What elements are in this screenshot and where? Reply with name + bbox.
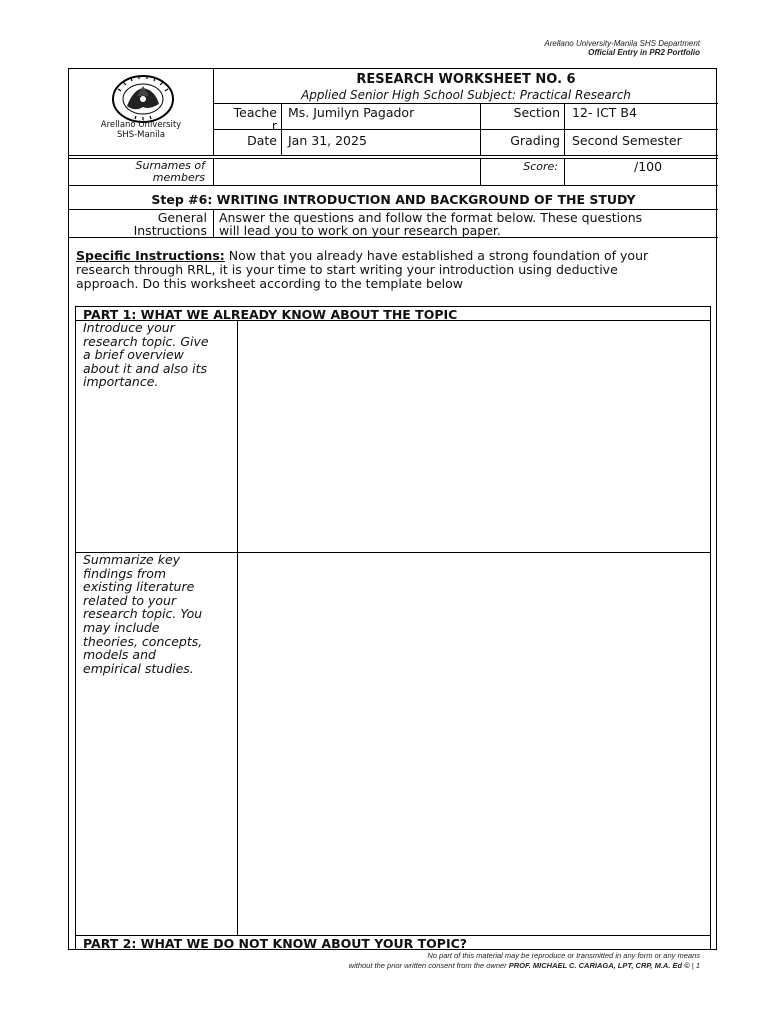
step-title: Step #6: WRITING INTRODUCTION AND BACKGROUND OF THE STUDY [151, 192, 636, 207]
surnames-field[interactable] [219, 161, 475, 181]
divider [213, 103, 718, 104]
score-value: /100 [634, 159, 663, 174]
date-value: Jan 31, 2025 [288, 133, 367, 148]
part1-answer-introduce[interactable] [242, 325, 704, 547]
copyright-prefix: without the prior written consent from the owner [348, 961, 509, 970]
owner-name: PROF. MICHAEL C. CARIAGA, LPT, CRP, M.A. Ed © [508, 961, 690, 970]
part1-prompt-introduce [83, 321, 233, 389]
part1-title: PART 1: WHAT WE ALREADY KNOW ABOUT THE TOPIC [83, 307, 458, 322]
grading-value: Second Semester [572, 133, 682, 148]
divider [213, 158, 214, 185]
prompt-line: existing literature [83, 579, 195, 595]
university-name: Arellano University [100, 120, 182, 130]
university-seal-logo [109, 74, 177, 124]
specific-instructions [76, 249, 716, 291]
specific-instructions-label: Specific Instructions: [76, 248, 225, 263]
page-number: | 1 [689, 961, 700, 970]
teacher-label-line2: r [271, 118, 277, 133]
specific-line1 [76, 249, 716, 263]
general-instructions-text [219, 211, 715, 237]
divider [237, 320, 238, 935]
prompt-line: theories, concepts, [83, 633, 203, 649]
score-label: Score: [523, 160, 558, 173]
grading-label: Grading [510, 133, 560, 148]
surnames-label-line1: Surnames of [135, 159, 205, 172]
worksheet-subtitle: Applied Senior High School Subject: Practical Research [301, 88, 631, 102]
general-label-line2: Instructions [133, 223, 207, 238]
general-text-line2: will lead you to work on your research paper. [219, 223, 501, 238]
divider [69, 185, 718, 186]
divider [69, 155, 718, 156]
part1-answer-summarize[interactable] [242, 557, 704, 931]
prompt-line: about it and also its [83, 360, 208, 376]
divider [480, 158, 481, 185]
parts-table [75, 306, 711, 950]
specific-line2: research through RRL, it is your time to start writing your introduction using deductive [76, 262, 618, 277]
part2-title: PART 2: WHAT WE DO NOT KNOW ABOUT YOUR TOPIC? [83, 936, 468, 951]
header-department: Arellano University-Manila SHS Department [544, 39, 700, 48]
prompt-line: importance. [83, 374, 159, 390]
copyright-owner-line [349, 961, 700, 970]
divider [564, 158, 565, 185]
teacher-label-line1: Teache [233, 105, 277, 120]
header-portfolio-entry: Official Entry in PR2 Portfolio [588, 48, 700, 57]
divider [213, 209, 214, 237]
university-caption [69, 120, 213, 140]
general-instructions-label [73, 211, 207, 237]
prompt-line: findings from [83, 565, 167, 581]
surnames-label [71, 160, 205, 184]
section-value: 12- ICT B4 [572, 105, 637, 120]
campus-name: SHS-Manila [116, 130, 166, 140]
prompt-line: Summarize key [83, 552, 181, 567]
prompt-line: related to your [83, 592, 177, 608]
prompt-line: a brief overview [83, 347, 184, 363]
specific-text-1: Now that you already have established a strong foundation of your [224, 248, 649, 263]
worksheet-frame [68, 68, 717, 950]
divider [480, 103, 481, 155]
divider [564, 103, 565, 155]
specific-line3: approach. Do this worksheet according to the template below [76, 276, 463, 291]
prompt-line: empirical studies. [83, 660, 194, 676]
date-label: Date [247, 133, 277, 148]
surnames-label-line2: members [152, 171, 205, 184]
section-label: Section [513, 105, 560, 120]
part1-prompt-summarize [83, 553, 233, 675]
teacher-label [215, 106, 277, 132]
copyright-notice: No part of this material may be reproduce or transmitted in any form or any means [427, 951, 700, 960]
worksheet-title: RESEARCH WORKSHEET NO. 6 [356, 72, 576, 87]
prompt-line: may include [83, 619, 160, 635]
teacher-value: Ms. Jumilyn Pagador [288, 105, 415, 120]
prompt-line: models and [83, 647, 156, 663]
divider [281, 103, 282, 155]
prompt-line: research topic. You [83, 606, 203, 622]
general-text-line1: Answer the questions and follow the format below. These questions [219, 210, 643, 225]
general-label-line1: General [157, 210, 207, 225]
prompt-line: Introduce your [83, 320, 175, 335]
divider [213, 129, 718, 130]
prompt-line: research topic. Give [83, 333, 209, 349]
